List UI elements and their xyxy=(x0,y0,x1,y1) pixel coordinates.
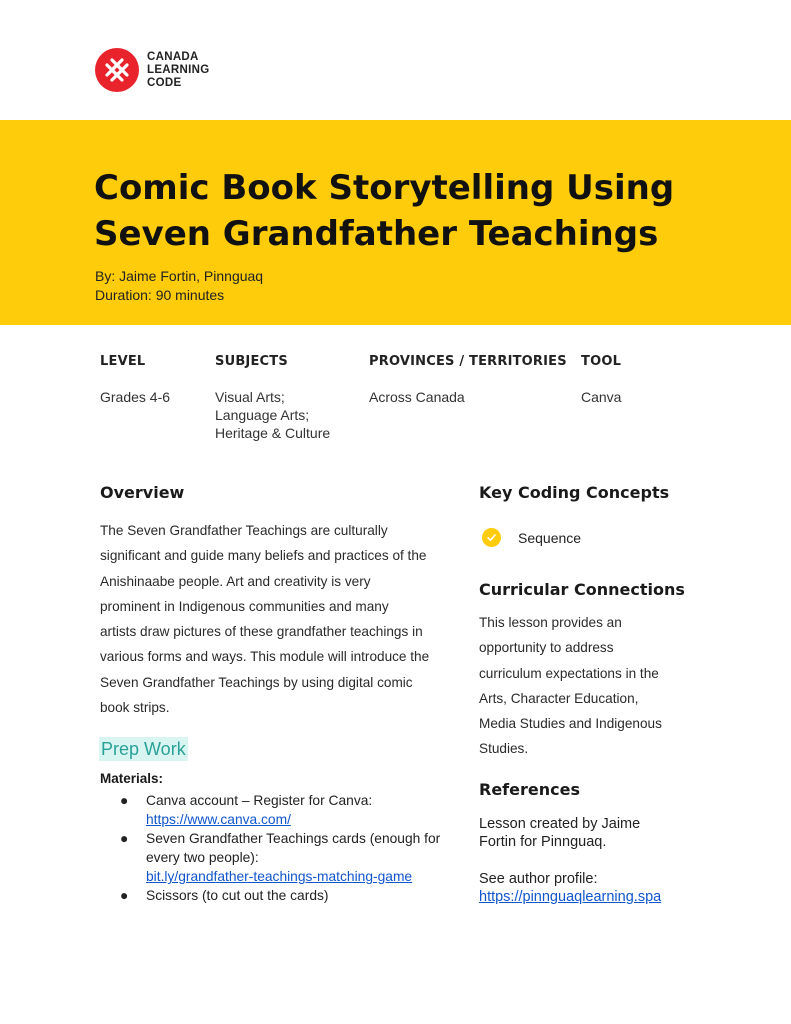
curricular-text xyxy=(479,610,719,762)
overview-line: Anishinaabe people. Art and creativity is very xyxy=(100,573,371,589)
meta-subjects xyxy=(215,352,330,442)
meta-subject-item: Language Arts; xyxy=(215,407,310,423)
meta-provinces-value: Across Canada xyxy=(369,389,465,405)
author-line: By: Jaime Fortin, Pinnguaq xyxy=(95,268,264,284)
credit-line: Fortin for Pinnguaq. xyxy=(479,834,607,850)
logo-line: CANADA xyxy=(147,50,199,63)
canva-link[interactable]: https://www.canva.com/ xyxy=(146,812,291,827)
material-text: Scissors (to cut out the cards) xyxy=(146,888,329,903)
key-concepts-heading: Key Coding Concepts xyxy=(479,483,670,502)
overview-line: book strips. xyxy=(100,700,170,716)
canada-learning-code-logo-icon xyxy=(95,48,139,92)
overview-line: artists draw pictures of these grandfather teachings in xyxy=(100,624,423,640)
bullet-icon: ● xyxy=(120,831,129,846)
logo-wordmark xyxy=(147,51,209,90)
overview-text xyxy=(100,518,472,720)
reference-credit xyxy=(479,815,719,851)
curricular-line: This lesson provides an xyxy=(479,615,622,630)
overview-line: significant and guide many beliefs and practices of the xyxy=(100,548,427,564)
meta-provinces xyxy=(369,352,567,406)
author-profile-link[interactable]: https://pinnguaqlearning.spa xyxy=(479,889,662,905)
overview-line: Seven Grandfather Teachings by using digital comic xyxy=(100,674,413,690)
meta-level-label: LEVEL xyxy=(100,354,146,369)
meta-level-value: Grades 4-6 xyxy=(100,389,171,405)
materials-list xyxy=(100,791,472,905)
profile-label: See author profile: xyxy=(479,871,598,887)
curricular-line: Studies. xyxy=(479,741,529,757)
logo-line: CODE xyxy=(147,76,182,89)
meta-level xyxy=(100,352,170,406)
brand-logo xyxy=(95,48,209,92)
meta-subject-item: Visual Arts; xyxy=(215,389,285,405)
duration-line: Duration: 90 minutes xyxy=(95,287,225,303)
curricular-line: curriculum expectations in the xyxy=(479,665,659,681)
author-profile xyxy=(479,870,719,906)
concept-item: Sequence xyxy=(518,530,582,546)
logo-line: LEARNING xyxy=(147,63,210,76)
material-text: Seven Grandfather Teachings cards (enough for every two people): xyxy=(146,831,441,865)
prep-work-heading: Prep Work xyxy=(101,739,186,759)
bullet-icon: ● xyxy=(120,888,129,903)
overview-line: various forms and ways. This module will introduce the xyxy=(100,649,430,665)
meta-subject-item: Heritage & Culture xyxy=(215,425,331,441)
byline xyxy=(95,267,263,305)
curricular-line: opportunity to address xyxy=(479,640,614,656)
meta-subjects-label: SUBJECTS xyxy=(215,354,288,369)
list-item xyxy=(100,829,472,886)
material-text: Canva account – Register for Canva: xyxy=(146,793,373,808)
meta-provinces-label: PROVINCES / TERRITORIES xyxy=(369,354,567,369)
checkmark-icon xyxy=(482,528,501,547)
meta-tool xyxy=(581,352,621,406)
matching-game-link[interactable]: bit.ly/grandfather-teachings-matching-game xyxy=(146,869,413,884)
overview-line: prominent in Indigenous communities and many xyxy=(100,598,389,614)
bullet-icon: ● xyxy=(120,793,129,808)
list-item xyxy=(100,886,472,905)
curricular-line: Arts, Character Education, xyxy=(479,690,639,706)
credit-line: Lesson created by Jaime xyxy=(479,816,641,832)
overview-heading: Overview xyxy=(100,483,185,502)
page-title: Comic Book Storytelling Using Seven Grandfather Teachings xyxy=(94,168,675,254)
materials-label: Materials: xyxy=(100,771,164,786)
list-item xyxy=(100,791,472,829)
references-heading: References xyxy=(479,780,580,799)
meta-tool-label: TOOL xyxy=(581,354,622,369)
curricular-heading: Curricular Connections xyxy=(479,580,685,599)
meta-tool-value: Canva xyxy=(581,389,622,405)
overview-line: The Seven Grandfather Teachings are culturally xyxy=(100,523,388,538)
curricular-line: Media Studies and Indigenous xyxy=(479,716,662,732)
